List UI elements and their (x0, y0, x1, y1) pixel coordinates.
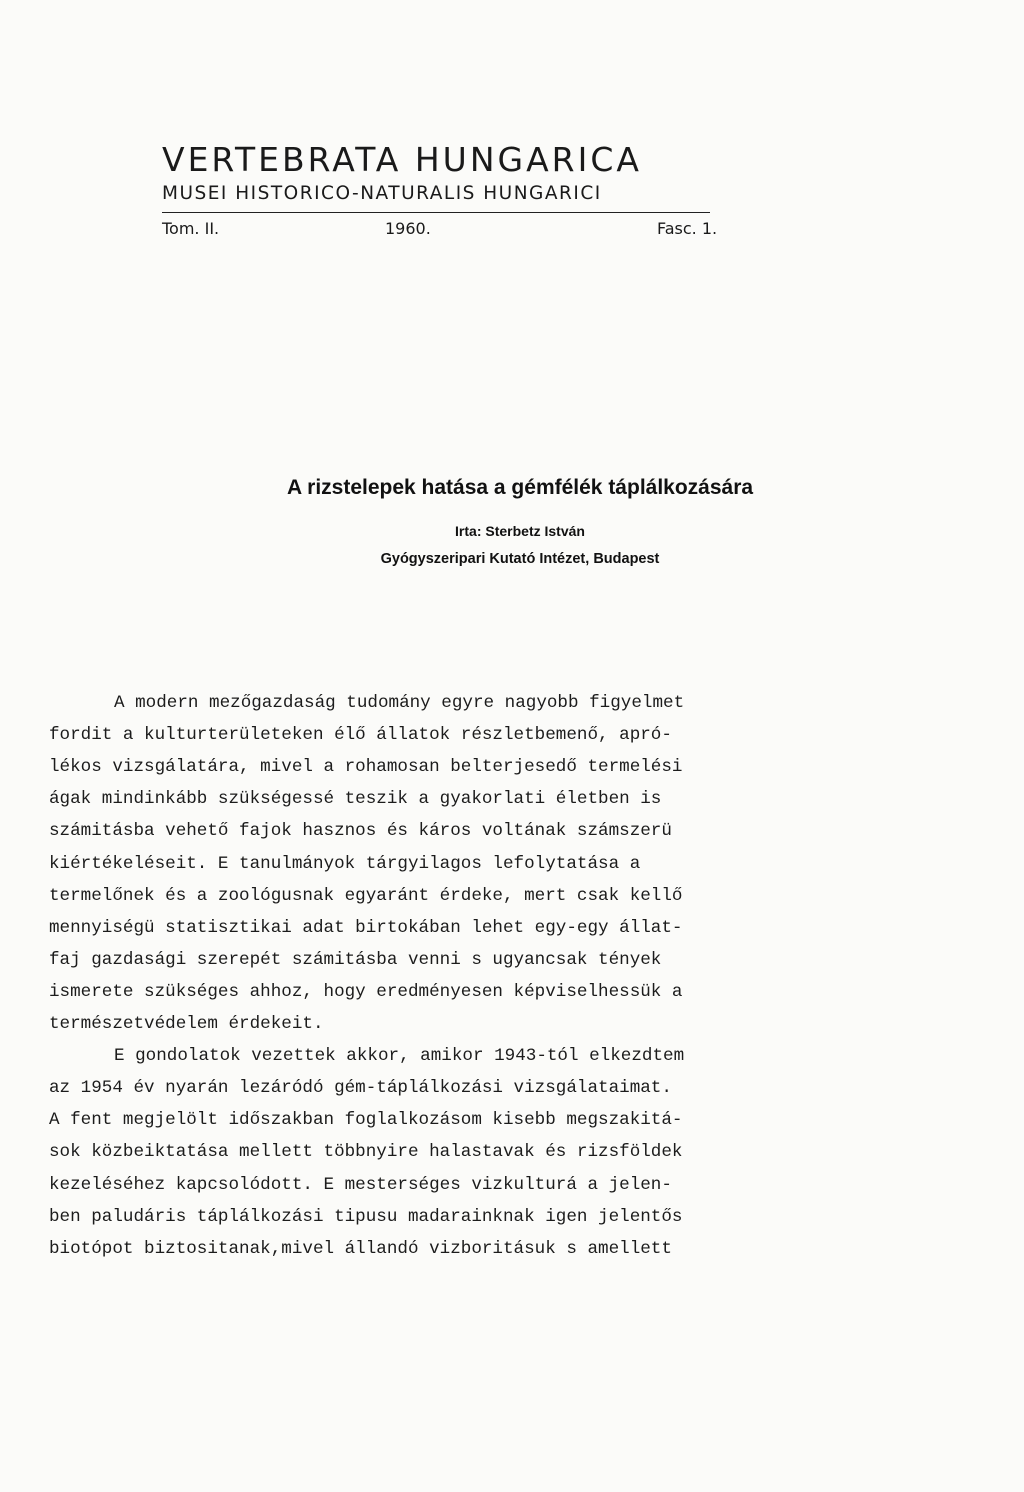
body-line: ben paludáris táplálkozási tipusu madarainknak igen jelentős (49, 1206, 683, 1227)
body-line: kiértékeléseit. E tanulmányok tárgyilagos lefolytatása a (49, 853, 641, 874)
body-line: számitásba vehető fajok hasznos és káros voltának számszerü (49, 821, 672, 842)
body-line: kezeléséhez kapcsolódott. E mesterséges vizkulturá a jelen- (49, 1174, 672, 1195)
article-header (0, 474, 1024, 568)
body-line: A fent megjelölt időszakban foglalkozásom kisebb megszakitá- (49, 1110, 683, 1131)
body-line: ágak mindinkább szükségessé teszik a gyakorlati életben is (49, 789, 662, 810)
body-line: ismerete szükséges ahhoz, hogy eredményesen képviselhessük a (49, 981, 683, 1002)
body-line: lékos vizsgálatára, mivel a rohamosan belterjesedő termelési (49, 757, 683, 778)
author-affiliation: Gyógyszeripari Kutató Intézet, Budapest (380, 551, 660, 567)
article-author: Irta: Sterbetz István (455, 523, 585, 539)
body-line: biotópot biztositanak,mivel állandó vizboritásuk s amellett (49, 1238, 672, 1259)
journal-title: VERTEBRATA HUNGARICA (162, 140, 642, 179)
body-line: termelőnek és a zoológusnak egyaránt érdeke, mert csak kellő (49, 885, 683, 906)
volume-number: Tom. II. (162, 219, 220, 238)
publication-year: 1960. (385, 219, 431, 238)
journal-subtitle: MUSEI HISTORICO-NATURALIS HUNGARICI (162, 183, 602, 204)
article-title: A rizstelepek hatása a gémfélék táplálkozására (286, 476, 754, 499)
body-line: faj gazdasági szerepét számitásba venni s ugyancsak tények (49, 949, 662, 970)
body-line: az 1954 év nyarán lezáródó gém-táplálkozási vizsgálataimat. (49, 1078, 672, 1099)
body-line: természetvédelem érdekeit. (49, 1014, 324, 1034)
masthead-rule (162, 212, 710, 213)
issue-line (162, 219, 718, 241)
journal-masthead (162, 140, 718, 241)
body-line: fordit a kulturterületeken élő állatok részletbemenő, apró- (49, 725, 672, 746)
body-line: E gondolatok vezettek akkor, amikor 1943-tól elkezdtem (114, 1046, 685, 1067)
body-line: mennyiségü statisztikai adat birtokában lehet egy-egy állat- (49, 917, 683, 938)
body-line: sok közbeiktatása mellett többnyire halastavak és rizsföldek (49, 1142, 683, 1163)
fascicle-number: Fasc. 1. (657, 219, 718, 238)
body-line: A modern mezőgazdaság tudomány egyre nagyobb figyelmet (114, 693, 685, 713)
